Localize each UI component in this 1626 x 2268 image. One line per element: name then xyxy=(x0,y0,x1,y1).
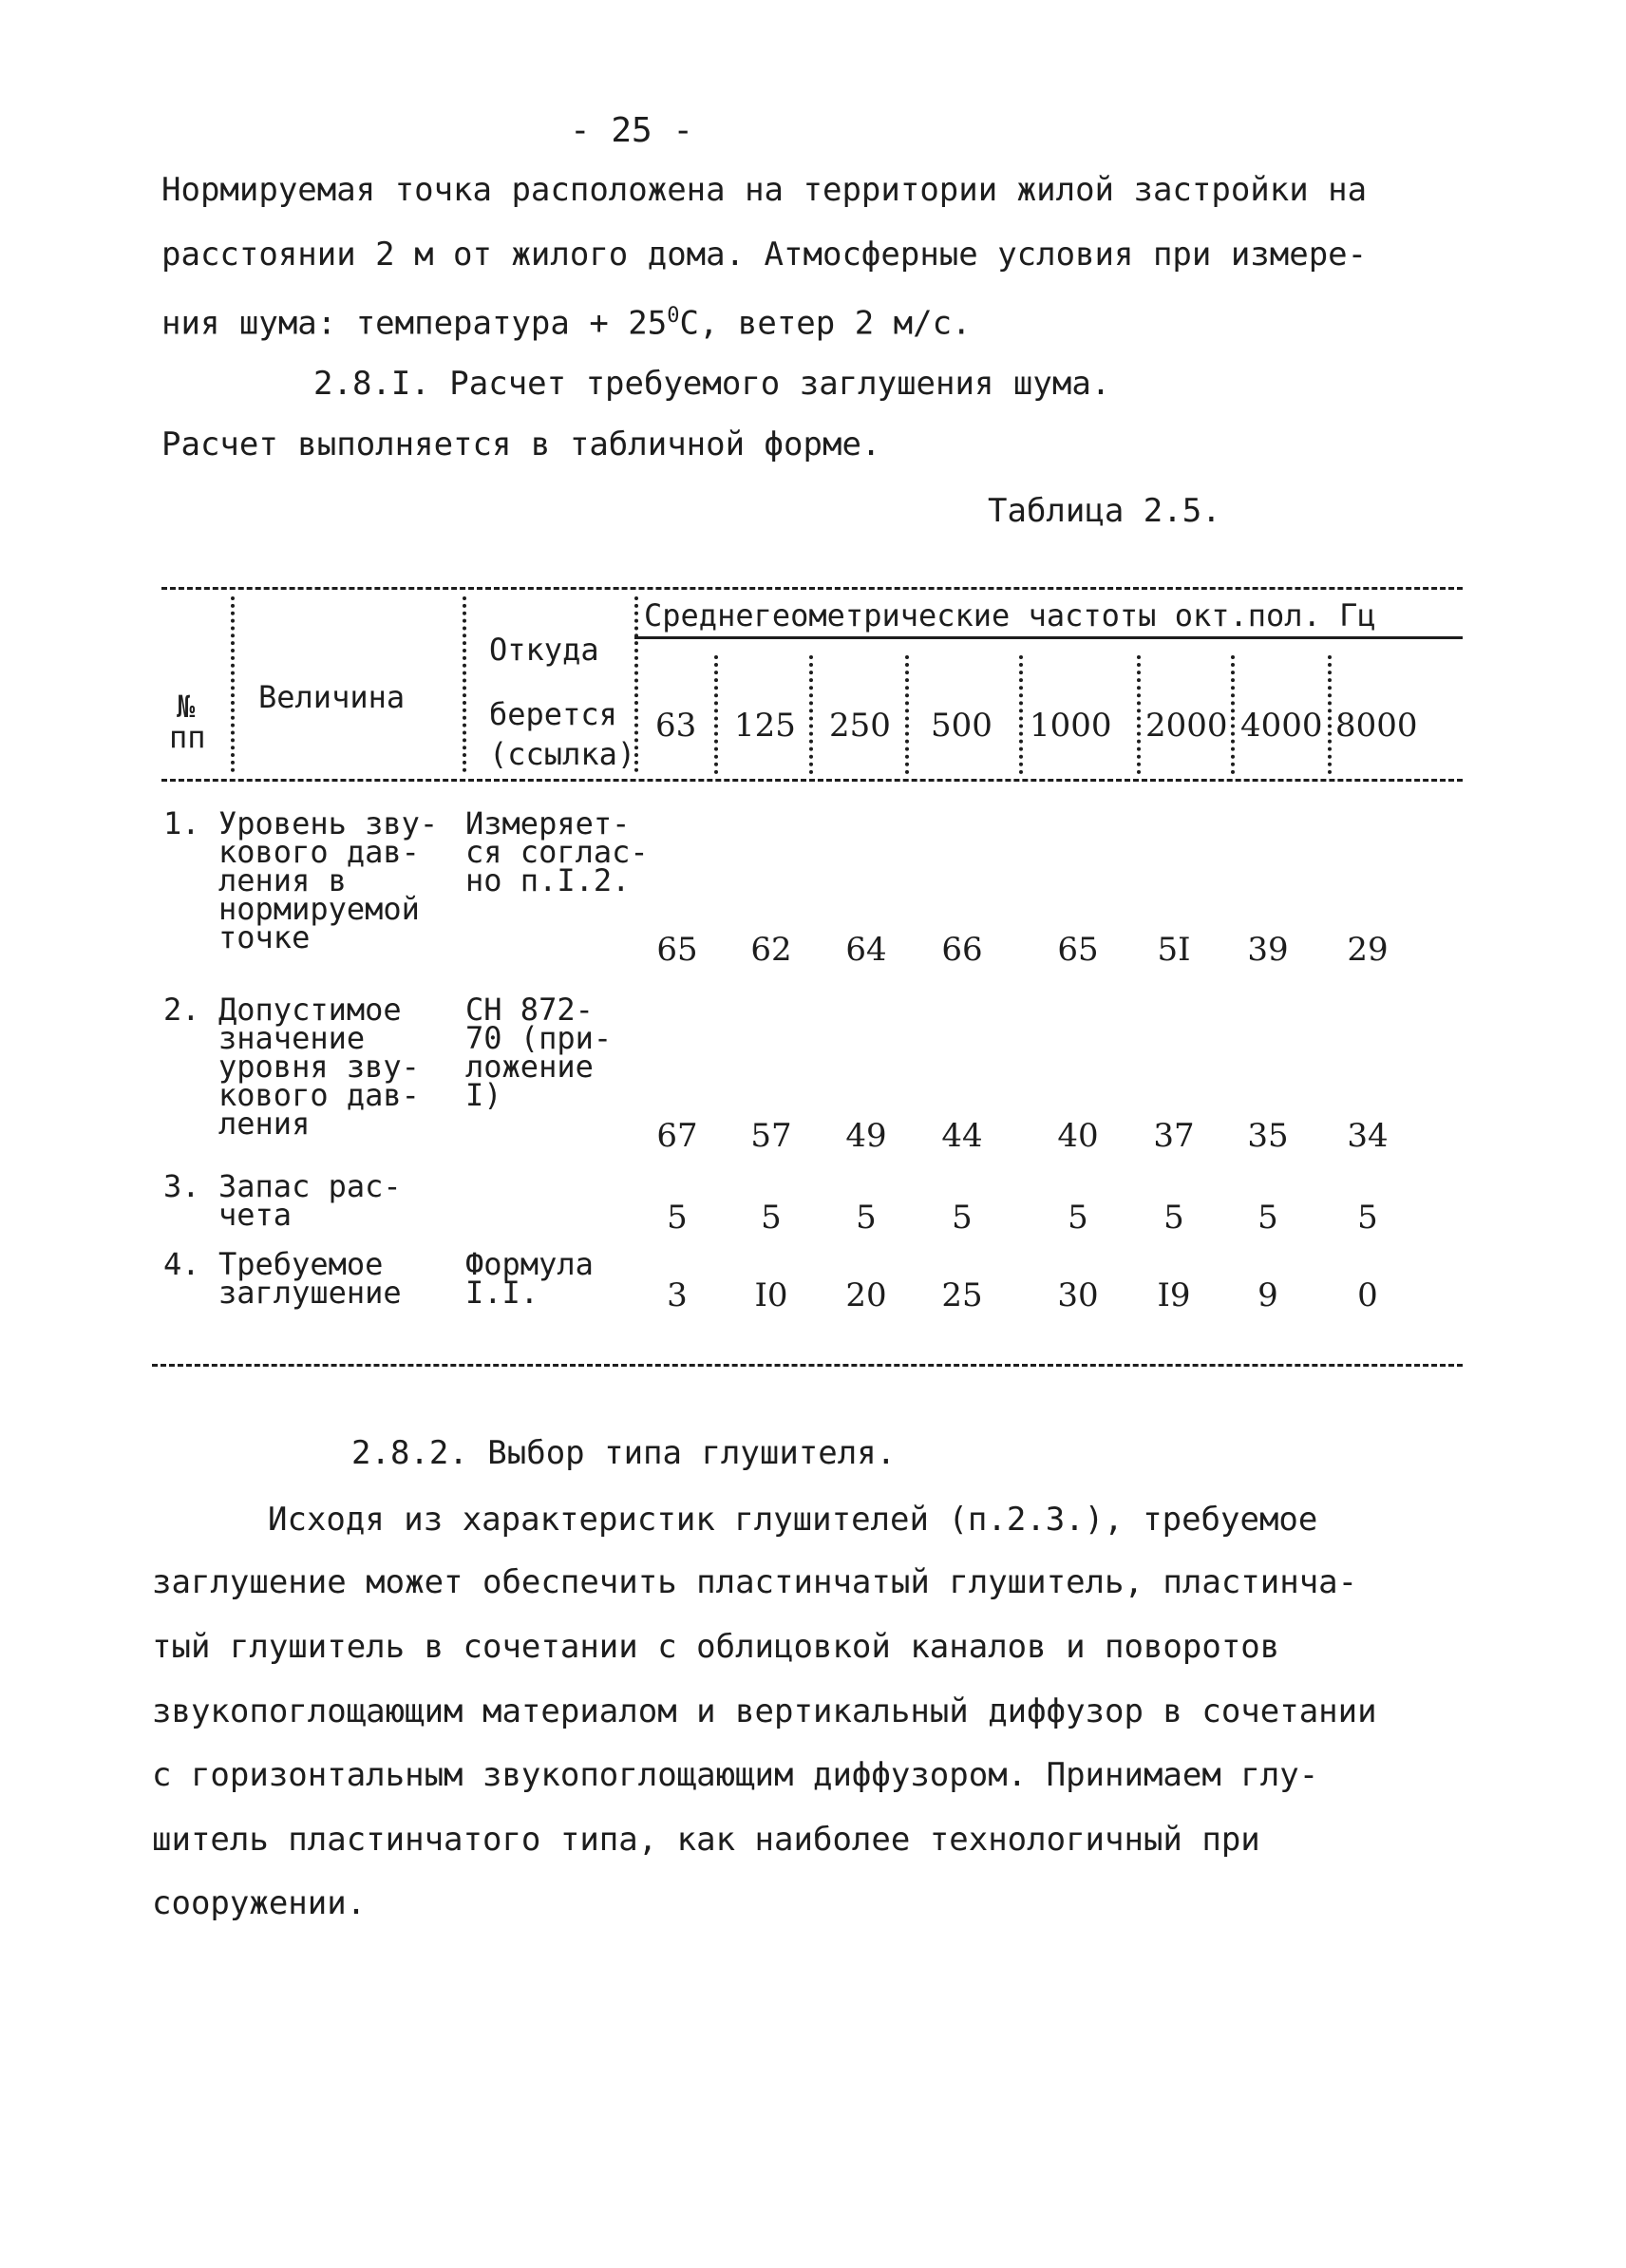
row-3-val-125: 5 xyxy=(761,1199,782,1237)
row-3-val-500: 5 xyxy=(952,1199,973,1237)
row-1-val-2000: 5I xyxy=(1157,931,1191,969)
intro-line-2: расстоянии 2 м от жилого дома. Атмосферные условия при измере- xyxy=(161,236,1368,274)
row-2-val-250: 49 xyxy=(845,1117,887,1155)
freq-sep-3 xyxy=(905,655,909,774)
row-1-num: 1. xyxy=(163,805,200,841)
table-top-rule xyxy=(161,587,1463,590)
freq-1000: 1000 xyxy=(1030,707,1112,745)
row-3-val-2000: 5 xyxy=(1163,1199,1184,1237)
row-4-source: Формула I.I. xyxy=(465,1246,594,1311)
row-2-quantity: Допустимое значение уровня зву- кового дав- ления xyxy=(218,992,420,1142)
row-1-quantity: Уровень зву- кового дав- ления в нормируемой точке xyxy=(218,805,439,955)
section-line-6: шитель пластинчатого типа, как наиболее технологичный при xyxy=(152,1821,1260,1859)
row-1-val-4000: 39 xyxy=(1247,931,1289,969)
section-line-1: Исходя из характеристик глушителей (п.2.3.), требуемое xyxy=(268,1501,1318,1539)
section-heading-2-8-1: 2.8.I. Расчет требуемого заглушения шума. xyxy=(313,365,1111,403)
row-1-val-8000: 29 xyxy=(1347,931,1389,969)
row-4-val-125: I0 xyxy=(754,1276,788,1314)
row-4-val-8000: 0 xyxy=(1357,1276,1378,1314)
row-4-val-1000: 30 xyxy=(1057,1276,1099,1314)
row-3-val-250: 5 xyxy=(856,1199,877,1237)
freq-250: 250 xyxy=(829,707,891,745)
col-sep-2 xyxy=(463,596,466,772)
row-2-val-4000: 35 xyxy=(1247,1117,1289,1155)
header-source-1: Откуда xyxy=(489,632,599,668)
row-4-val-4000: 9 xyxy=(1257,1276,1278,1314)
header-bottom-rule xyxy=(161,779,1463,782)
intro-line-3: ния шума: температура + $25^0С$, ветер 2 м/с. xyxy=(161,304,972,343)
row-3-num: 3. xyxy=(163,1168,200,1204)
freq-sep-2 xyxy=(809,655,813,774)
table-caption: Таблица 2.5. xyxy=(988,492,1221,530)
section-line-5: с горизонтальным звукопоглощающим диффузором. Принимаем глу- xyxy=(152,1756,1319,1794)
header-source-2: берется xyxy=(489,696,617,732)
row-4-num: 4. xyxy=(163,1246,200,1282)
row-3-val-4000: 5 xyxy=(1257,1199,1278,1237)
header-num-bottom: пп xyxy=(169,719,206,755)
header-source-3: (ссылка) xyxy=(489,736,636,772)
section-line-4: звукопоглощающим материалом и вертикальный диффузор в сочетании xyxy=(152,1692,1377,1730)
section-text-2-8-1: Расчет выполняется в табличной форме. xyxy=(161,425,881,463)
freq-500: 500 xyxy=(931,707,993,745)
freq-125: 125 xyxy=(734,707,796,745)
freq-8000: 8000 xyxy=(1335,707,1418,745)
row-4-val-63: 3 xyxy=(667,1276,688,1314)
section-line-3: тый глушитель в сочетании с облицовкой каналов и поворотов xyxy=(152,1628,1280,1666)
freq-sep-1 xyxy=(714,655,718,774)
row-1-source: Измеряет- ся соглас- но п.I.2. xyxy=(465,805,649,898)
page-number: - 25 - xyxy=(570,111,694,150)
row-2-val-8000: 34 xyxy=(1347,1117,1389,1155)
row-2-val-125: 57 xyxy=(750,1117,792,1155)
freq-sep-4 xyxy=(1019,655,1023,774)
intro-line-1: Нормируемая точка расположена на территории жилой застройки на xyxy=(161,171,1368,209)
row-3-val-1000: 5 xyxy=(1068,1199,1088,1237)
row-1-val-250: 64 xyxy=(845,931,887,969)
row-4-val-500: 25 xyxy=(941,1276,983,1314)
row-2-num: 2. xyxy=(163,992,200,1028)
row-1-val-63: 65 xyxy=(656,931,698,969)
row-3-val-63: 5 xyxy=(667,1199,688,1237)
table-bottom-rule xyxy=(152,1364,1463,1367)
freq-sep-5 xyxy=(1137,655,1141,774)
freq-4000: 4000 xyxy=(1240,707,1323,745)
freq-2000: 2000 xyxy=(1145,707,1228,745)
header-freq-title: Среднегеометрические частоты окт.пол. Гц xyxy=(644,597,1376,633)
row-4-quantity: Требуемое заглушение xyxy=(218,1246,402,1311)
section-heading-2-8-2: 2.8.2. Выбор типа глушителя. xyxy=(351,1434,897,1472)
col-sep-1 xyxy=(231,596,235,772)
row-3-quantity: Запас рас- чета xyxy=(218,1168,402,1233)
header-quantity: Величина xyxy=(258,679,406,715)
row-2-source: СН 872- 70 (при- ложение I) xyxy=(465,992,613,1113)
section-line-7: сооружении. xyxy=(152,1884,367,1922)
row-3-val-8000: 5 xyxy=(1357,1199,1378,1237)
freq-sep-7 xyxy=(1328,655,1332,774)
section-line-2: заглушение может обеспечить пластинчатый глушитель, пластинча- xyxy=(152,1563,1358,1601)
row-2-val-2000: 37 xyxy=(1153,1117,1195,1155)
freq-sep-6 xyxy=(1231,655,1235,774)
freq-63: 63 xyxy=(655,707,697,745)
row-2-val-63: 67 xyxy=(656,1117,698,1155)
row-2-val-1000: 40 xyxy=(1057,1117,1099,1155)
row-1-val-1000: 65 xyxy=(1057,931,1099,969)
freq-title-rule xyxy=(634,636,1463,639)
row-2-val-500: 44 xyxy=(941,1117,983,1155)
row-4-val-2000: I9 xyxy=(1157,1276,1191,1314)
header-num-top: № xyxy=(177,689,196,725)
row-1-val-500: 66 xyxy=(941,931,983,969)
row-4-val-250: 20 xyxy=(845,1276,887,1314)
row-1-val-125: 62 xyxy=(750,931,792,969)
